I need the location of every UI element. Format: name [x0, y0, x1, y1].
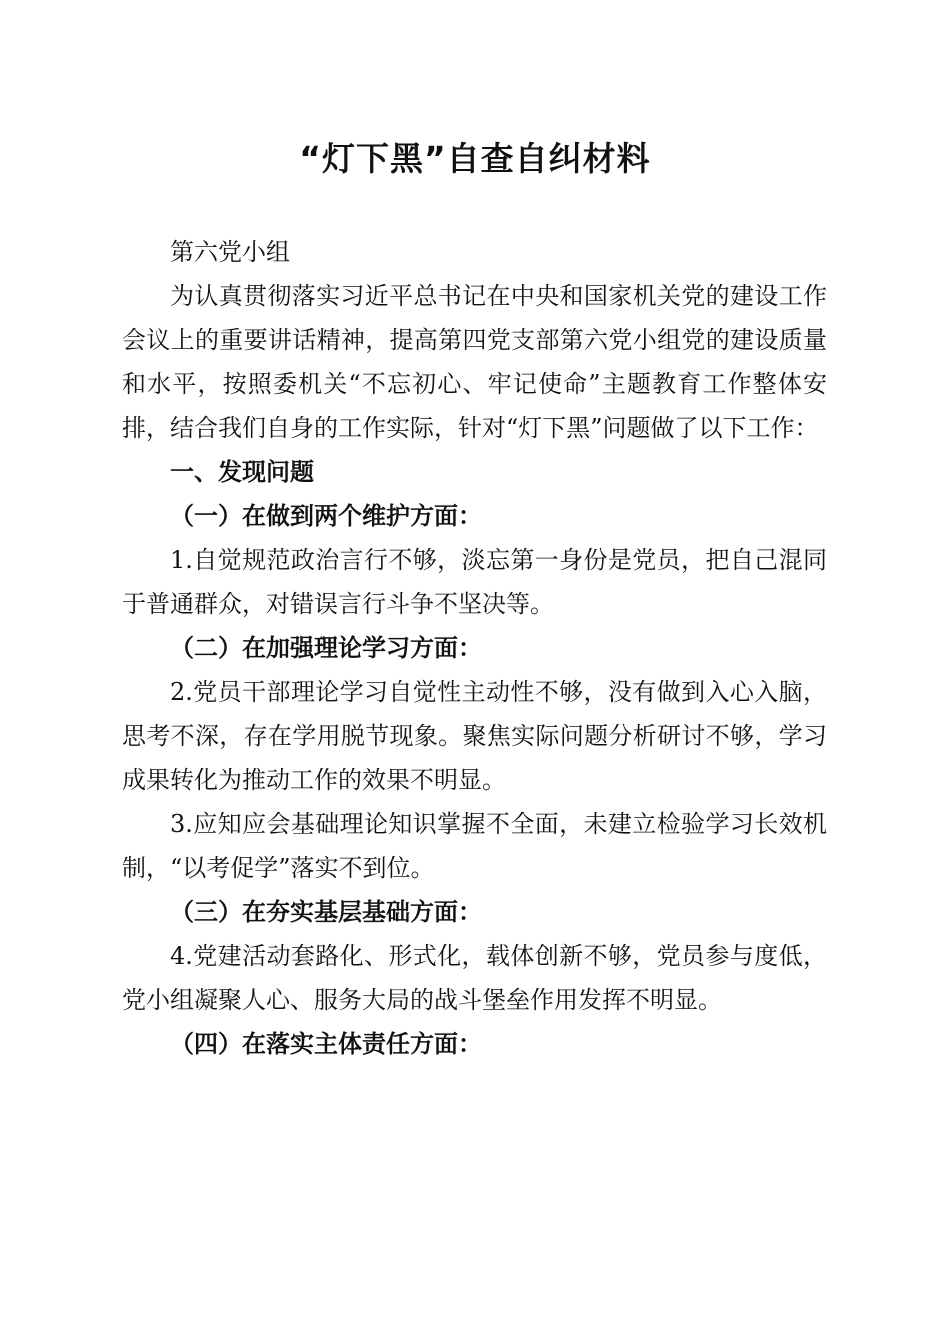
subsection-heading: （三）在夯实基层基础方面：	[170, 897, 482, 926]
section-heading: 一、发现问题	[170, 458, 314, 486]
subsection-heading: （二）在加强理论学习方面：	[170, 633, 482, 662]
issue-item: 2.党员干部理论学习自觉性主动性不够，没有做到入心入脑，思考不深，存在学用脱节现象。聚焦实际问题分析研讨不够，学习成果转化为推动工作的效果不明显。	[122, 678, 827, 794]
document-title: “灯下黑”自查自纠材料	[299, 139, 651, 178]
issue-item: 3.应知应会基础理论知识掌握不全面，未建立检验学习长效机制，“以考促学”落实不到位。	[122, 810, 827, 882]
issue-item: 4.党建活动套路化、形式化，载体创新不够，党员参与度低，党小组凝聚人心、服务大局的战斗堡垒作用发挥不明显。	[122, 942, 827, 1014]
subsection-heading: （一）在做到两个维护方面：	[170, 501, 482, 530]
intro-paragraph: 为认真贯彻落实习近平总书记在中央和国家机关党的建设工作会议上的重要讲话精神，提高第四党支部第六党小组党的建设质量和水平，按照委机关“不忘初心、牢记使命”主题教育工作整体安排，结合我们自身的工作实际，针对“灯下黑”问题做了以下工作：	[122, 282, 827, 442]
author-line: 第六党小组	[170, 238, 290, 266]
issue-item: 1.自觉规范政治言行不够，淡忘第一身份是党员，把自己混同于普通群众，对错误言行斗争不坚决等。	[122, 546, 827, 618]
document-body	[122, 230, 827, 1066]
subsection-heading: （四）在落实主体责任方面：	[170, 1029, 482, 1058]
